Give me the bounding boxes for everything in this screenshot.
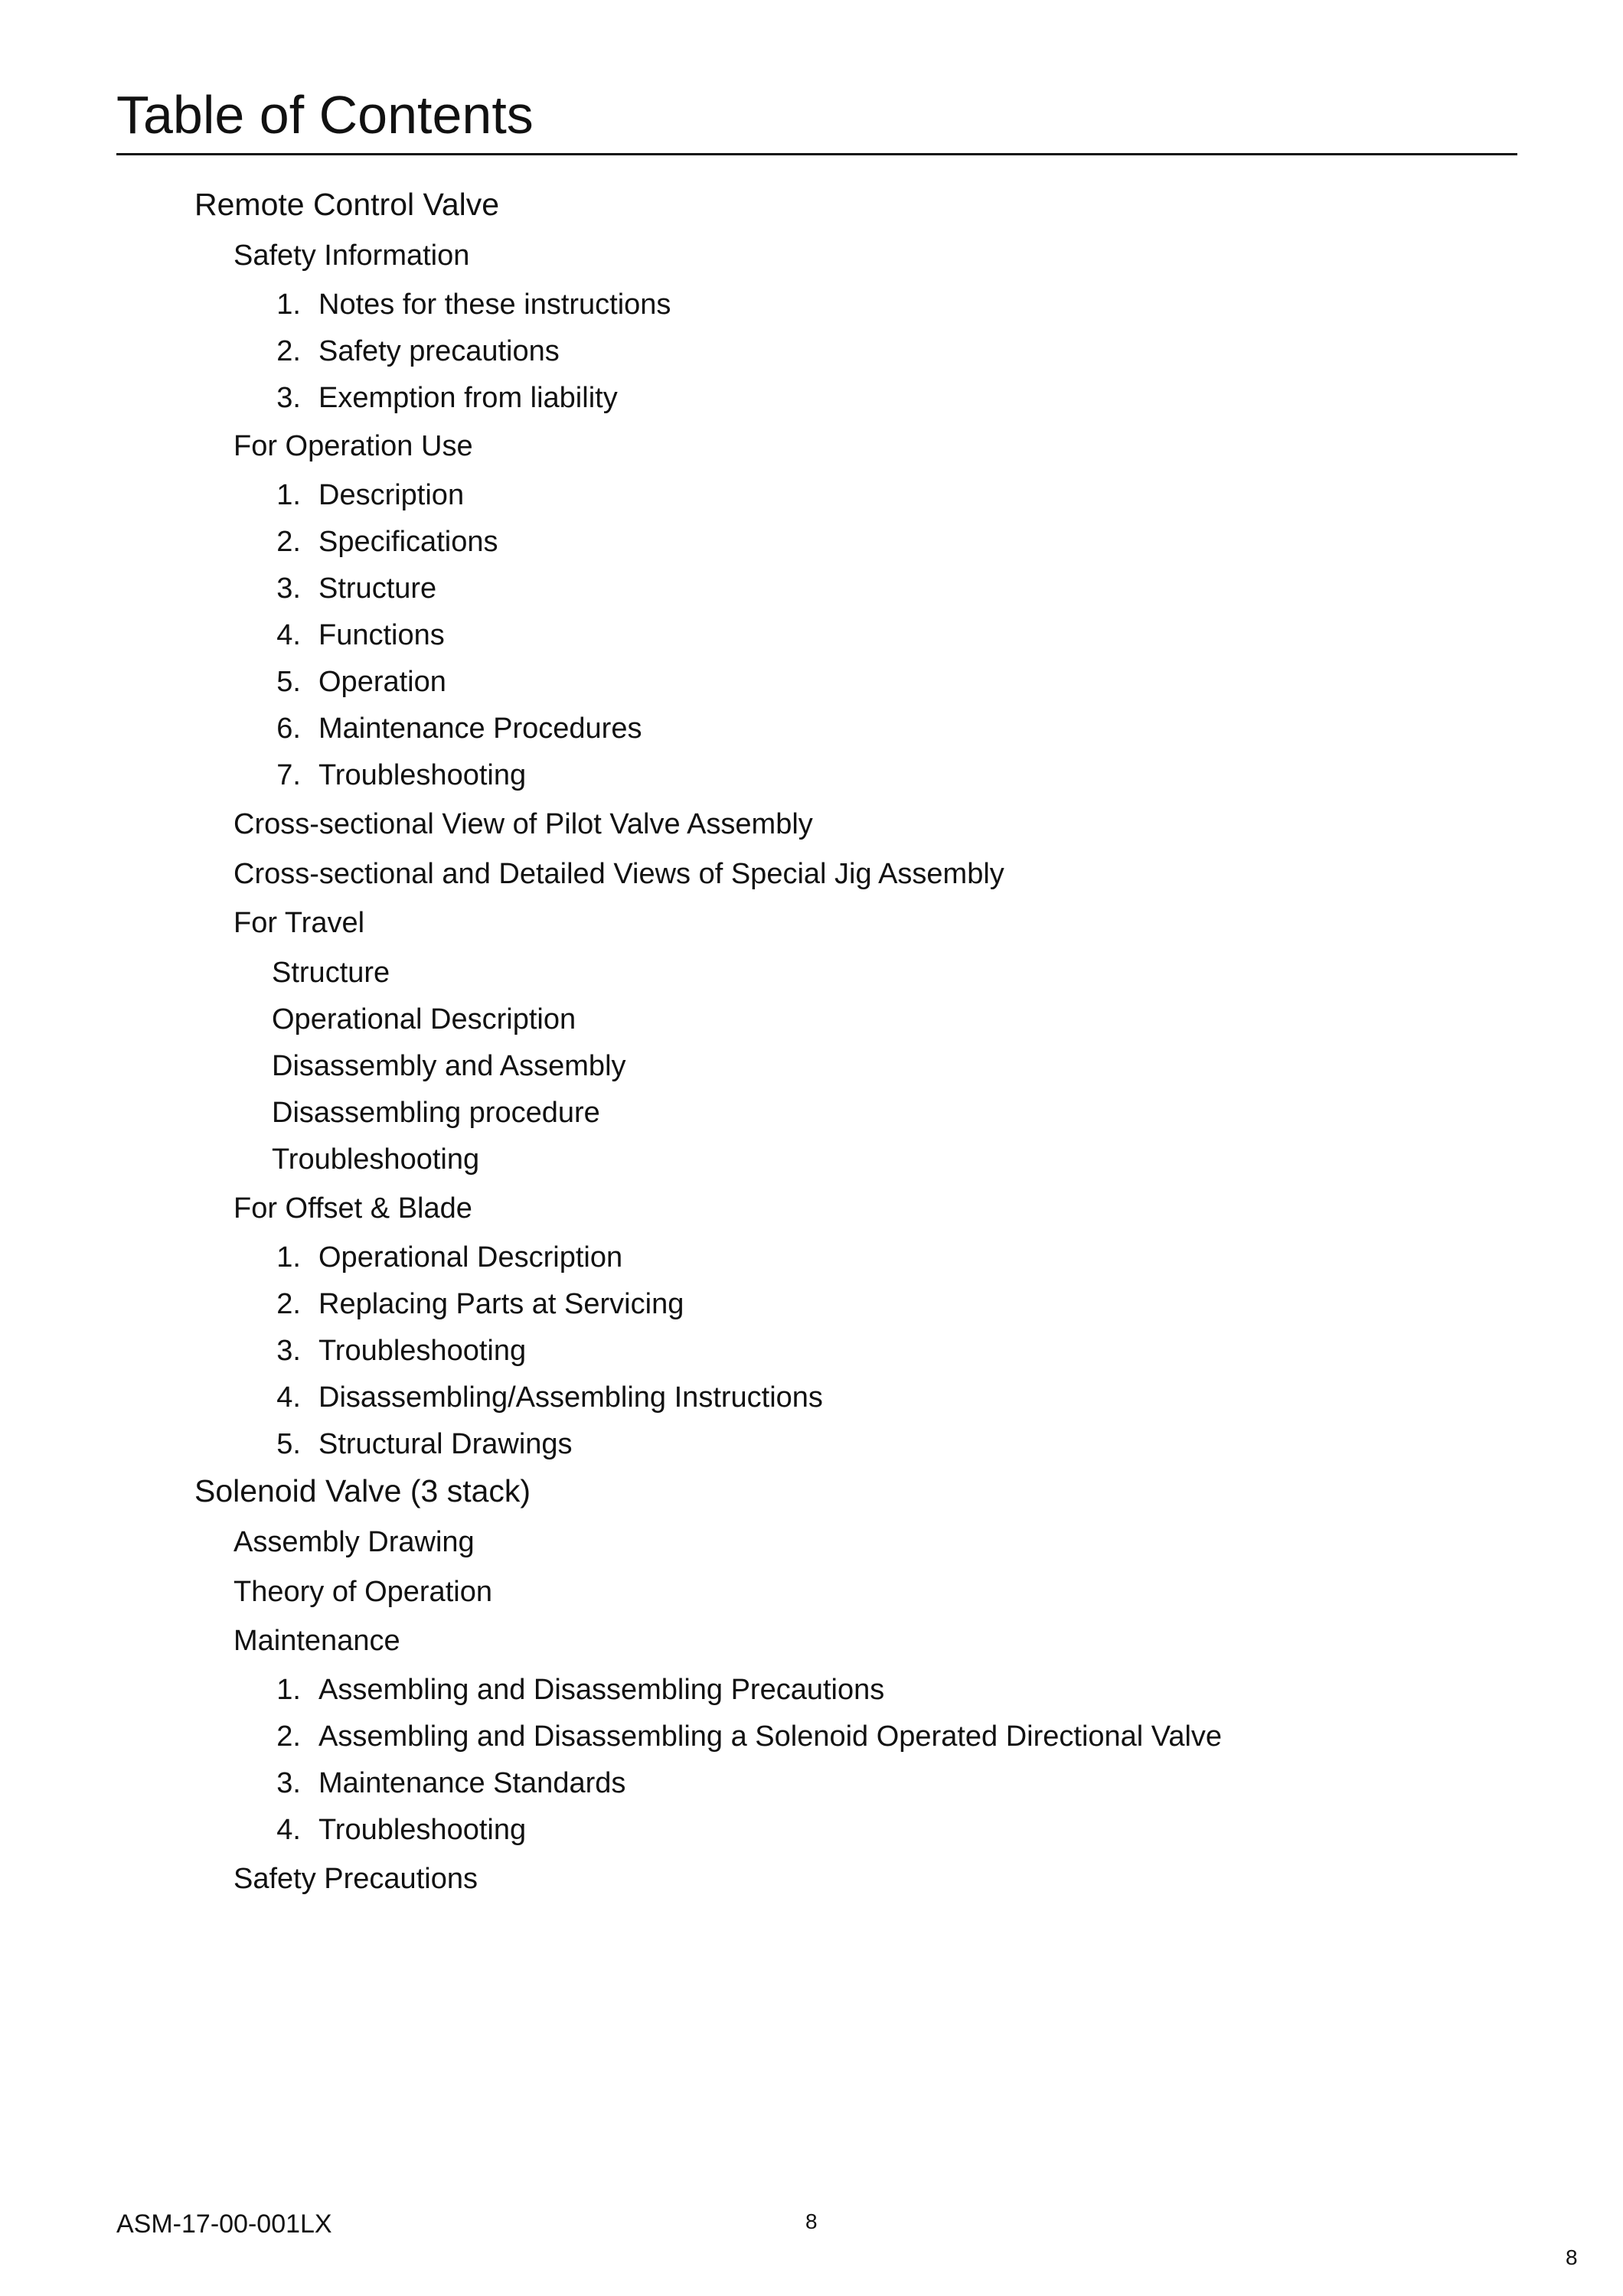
toc-item[interactable] — [272, 286, 671, 323]
toc-number: 4. — [276, 1814, 301, 1846]
toc-label: Cross-sectional and Detailed Views of Special Jig Assembly — [233, 858, 1004, 890]
toc-number: 2. — [276, 1288, 301, 1320]
toc-subsection[interactable] — [233, 856, 1004, 892]
toc-item[interactable] — [272, 477, 464, 514]
toc-label: Specifications — [318, 526, 498, 558]
toc-subsection[interactable] — [233, 1524, 475, 1561]
toc-number: 2. — [276, 335, 301, 367]
toc-item[interactable] — [272, 617, 445, 654]
toc-label: Troubleshooting — [318, 759, 527, 791]
toc-label: Structure — [318, 572, 437, 605]
toc-label: Structure — [272, 957, 390, 989]
toc-label: Assembling and Disassembling Precautions — [318, 1674, 885, 1706]
toc-subsection[interactable] — [233, 1574, 492, 1610]
toc-item[interactable] — [272, 1718, 1222, 1755]
toc-item[interactable] — [272, 1426, 573, 1463]
toc-label: Operational Description — [318, 1241, 623, 1274]
toc-item[interactable] — [272, 523, 498, 560]
toc-number: 1. — [276, 1241, 301, 1274]
toc-item[interactable] — [272, 1286, 684, 1322]
toc-item[interactable] — [272, 1332, 526, 1369]
toc-label: Disassembling/Assembling Instructions — [318, 1381, 823, 1414]
toc-subsection[interactable] — [233, 1623, 400, 1659]
toc-label: Operational Description — [272, 1003, 576, 1035]
toc-label: Replacing Parts at Servicing — [318, 1288, 684, 1320]
toc-section[interactable] — [194, 1472, 531, 1510]
toc-number: 3. — [276, 1335, 301, 1367]
toc-label: For Operation Use — [233, 430, 473, 462]
toc-item[interactable] — [272, 1765, 625, 1802]
toc-number: 1. — [276, 1674, 301, 1706]
toc-label: Troubleshooting — [318, 1814, 527, 1846]
toc-label: Description — [318, 479, 465, 511]
page-number: 8 — [805, 2210, 818, 2233]
toc-number: 5. — [276, 666, 301, 698]
toc-number: 6. — [276, 713, 301, 745]
toc-item[interactable] — [272, 710, 642, 747]
page-title: Table of Contents — [116, 85, 534, 145]
toc-number: 1. — [276, 479, 301, 511]
toc-label: Disassembly and Assembly — [272, 1050, 626, 1082]
toc-label: Safety Precautions — [233, 1863, 478, 1895]
toc-item[interactable] — [272, 1379, 823, 1416]
toc-label: Maintenance Procedures — [318, 713, 642, 745]
toc-subsection[interactable] — [233, 905, 364, 941]
toc-subsection[interactable] — [233, 428, 473, 465]
document-number: ASM-17-00-001LX — [116, 2210, 332, 2239]
toc-number: 3. — [276, 572, 301, 605]
toc-subsection[interactable] — [233, 1861, 478, 1897]
toc-item[interactable] — [272, 1812, 526, 1848]
toc-label: Operation — [318, 666, 446, 698]
toc-number: 2. — [276, 526, 301, 558]
toc-item[interactable] — [272, 1094, 600, 1131]
toc-item[interactable] — [272, 333, 560, 370]
toc-label: Assembling and Disassembling a Solenoid Operated Directional Valve — [318, 1720, 1223, 1753]
toc-label: Structural Drawings — [318, 1428, 573, 1460]
toc-label: For Offset & Blade — [233, 1192, 472, 1225]
toc-number: 5. — [276, 1428, 301, 1460]
toc-label: Cross-sectional View of Pilot Valve Assembly — [233, 808, 813, 840]
toc-label: Disassembling procedure — [272, 1097, 600, 1129]
toc-label: Notes for these instructions — [318, 289, 671, 321]
toc-label: Safety precautions — [318, 335, 560, 367]
toc-subsection[interactable] — [233, 1190, 472, 1227]
toc-item[interactable] — [272, 1001, 576, 1038]
toc-item[interactable] — [272, 664, 446, 700]
toc-item[interactable] — [272, 570, 436, 607]
toc-item[interactable] — [272, 1141, 479, 1178]
toc-label: Functions — [318, 619, 445, 651]
toc-number: 7. — [276, 759, 301, 791]
toc-subsection[interactable] — [233, 806, 813, 843]
toc-label: Theory of Operation — [233, 1576, 492, 1608]
toc-number: 2. — [276, 1720, 301, 1753]
toc-number: 3. — [276, 1767, 301, 1799]
toc-label: For Travel — [233, 907, 365, 939]
corner-page-number: 8 — [1566, 2245, 1578, 2269]
toc-item[interactable] — [272, 1671, 884, 1708]
toc-label: Troubleshooting — [318, 1335, 527, 1367]
toc-label: Remote Control Valve — [194, 187, 500, 222]
toc-item[interactable] — [272, 757, 526, 794]
toc-number: 4. — [276, 619, 301, 651]
toc-label: Troubleshooting — [272, 1143, 480, 1176]
toc-subsection[interactable] — [233, 237, 469, 274]
toc-item[interactable] — [272, 1048, 626, 1084]
toc-label: Maintenance Standards — [318, 1767, 626, 1799]
toc-number: 1. — [276, 289, 301, 321]
toc-label: Assembly Drawing — [233, 1526, 475, 1558]
toc-label: Safety Information — [233, 240, 470, 272]
toc-item[interactable] — [272, 380, 618, 416]
toc-number: 3. — [276, 382, 301, 414]
toc-section[interactable] — [194, 185, 499, 223]
toc-label: Solenoid Valve (3 stack) — [194, 1473, 531, 1508]
toc-item[interactable] — [272, 954, 390, 991]
toc-item[interactable] — [272, 1239, 622, 1276]
toc-number: 4. — [276, 1381, 301, 1414]
toc-label: Exemption from liability — [318, 382, 618, 414]
toc-label: Maintenance — [233, 1625, 400, 1657]
